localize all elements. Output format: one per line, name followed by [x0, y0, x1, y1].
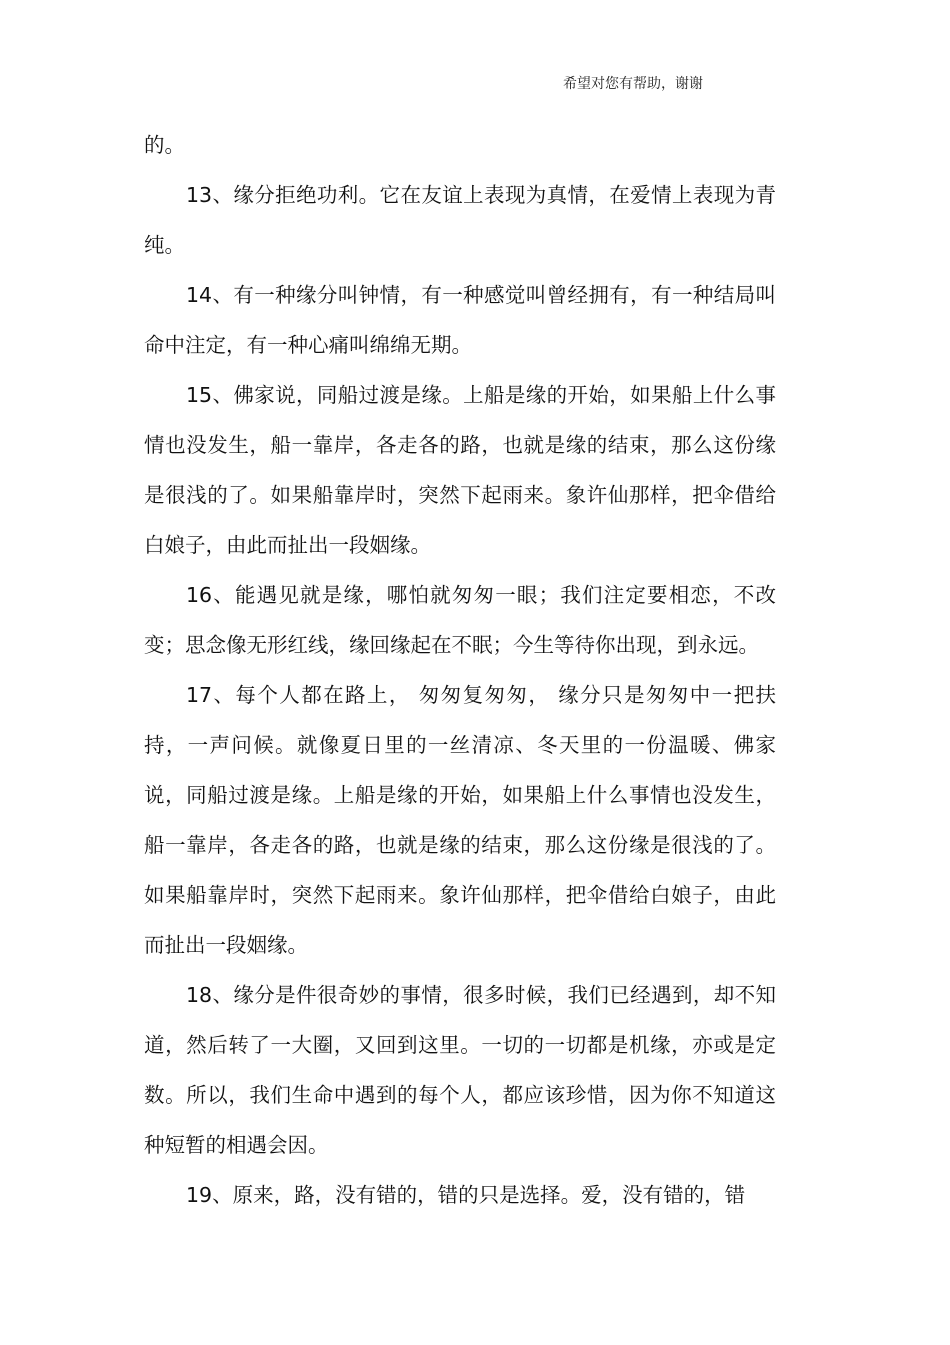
paragraph-19: 19、原来，路，没有错的，错的只是选择。爱，没有错的，错: [186, 1183, 746, 1207]
paragraph-13: 13、缘分拒绝功利。它在友谊上表现为真情，在爱情上表现为青纯。: [144, 183, 776, 257]
paragraph-15: 15、佛家说，同船过渡是缘。上船是缘的开始，如果船上什么事情也没发生，船一靠岸，各走各的路，也就是缘的结束，那么这份缘是很浅的了。如果船靠岸时，突然下起雨来。象许仙那样，把伞借给白娘子，由此而扯出一段姻缘。: [144, 383, 776, 557]
paragraph-14: 14、有一种缘分叫钟情，有一种感觉叫曾经拥有，有一种结局叫命中注定，有一种心痛叫绵绵无期。: [144, 283, 776, 357]
document-body: [144, 120, 776, 1220]
paragraph-continuation: 的。: [144, 133, 185, 157]
paragraph-18: 18、缘分是件很奇妙的事情，很多时候，我们已经遇到，却不知道，然后转了一大圈，又回到这里。一切的一切都是机缘，亦或是定数。所以，我们生命中遇到的每个人，都应该珍惜，因为你不知道这种短暂的相遇会因。: [144, 983, 776, 1157]
header-note: 希望对您有帮助，谢谢: [563, 76, 703, 92]
paragraph-16: 16、能遇见就是缘，哪怕就匆匆一眼；我们注定要相恋，不改变；思念像无形红线，缘回缘起在不眠；今生等待你出现，到永远。: [144, 583, 776, 657]
paragraph-17: 17、每个人都在路上， 匆匆复匆匆， 缘分只是匆匆中一把扶持，一声问候。就像夏日里的一丝清凉、冬天里的一份温暖、佛家说，同船过渡是缘。上船是缘的开始，如果船上什么事情也没发生，船一靠岸，各走各的路，也就是缘的结束，那么这份缘是很浅的了。如果船靠岸时，突然下起雨来。象许仙那样，把伞借给白娘子，由此而扯出一段姻缘。: [144, 683, 776, 957]
